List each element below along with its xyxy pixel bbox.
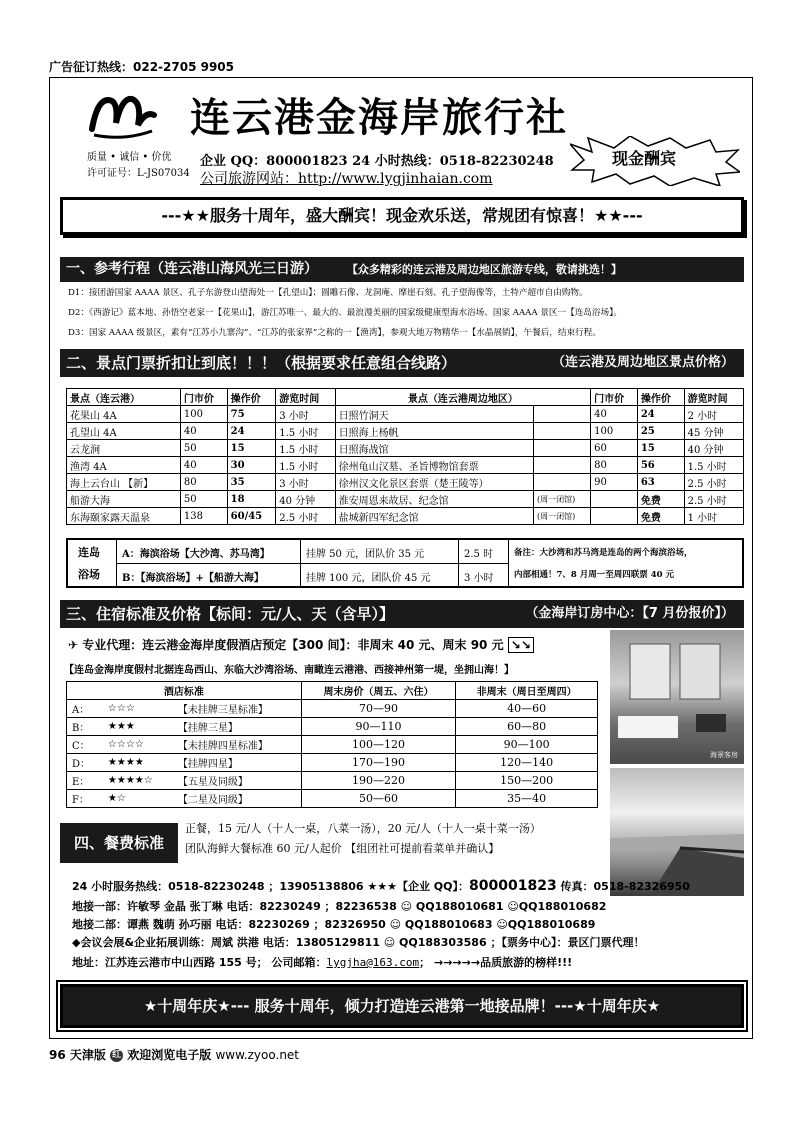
table-cell: ★★★★ [103, 754, 173, 772]
table-cell: 60/45 [227, 508, 276, 525]
beach-option-a: A：海滨浴场【大沙湾、苏马湾】 [122, 549, 270, 560]
table-cell: ☆☆☆ [103, 700, 173, 718]
website-line [200, 168, 493, 188]
beach-option-b-price: 挂牌 100 元，团队价 45 元 [306, 573, 431, 584]
table-cell: 40 分钟 [276, 491, 335, 508]
table-cell [533, 440, 590, 457]
photo-caption: 海景客房 [710, 751, 738, 759]
section-hotel-title: 三、住宿标准及价格【标间：元/人、天（含早）】 [66, 605, 394, 623]
table-cell: 40 [180, 457, 227, 474]
table-cell: 日照海上杨帆 [335, 423, 533, 440]
table-header: 门市价 [591, 389, 638, 406]
table-cell: 50—60 [301, 790, 456, 808]
company-email[interactable]: lygjha@163.com [326, 956, 420, 969]
table-cell: 24 [637, 406, 684, 423]
beach-note-2: 内部相通！7、8 月周一至周四联票 40 元 [514, 570, 675, 580]
table-cell [533, 457, 590, 474]
table-header: 景点（连云港周边地区） [335, 389, 590, 406]
table-header: 非周末（周日至周四） [456, 682, 598, 700]
table-cell: 1.5 小时 [276, 440, 335, 457]
table-cell: 50 [180, 440, 227, 457]
beach-note-1: 备注：大沙湾和苏马湾是连岛的两个海滨浴场， [514, 548, 693, 558]
ticket-price-table [66, 388, 744, 525]
table-cell: 1 小时 [684, 508, 743, 525]
table-cell: 渔湾 4A [67, 457, 181, 474]
table-cell: 190—220 [301, 772, 456, 790]
table-cell: D： [67, 754, 103, 772]
top-hotline: 广告征订热线：022-2705 9905 [49, 60, 235, 74]
lian-island-beach-box [66, 538, 744, 588]
table-cell: 75 [227, 406, 276, 423]
table-cell: 100—120 [301, 736, 456, 754]
table-cell: ★★★★☆ [103, 772, 173, 790]
beach-option-a-time: 2.5 时 [464, 549, 494, 560]
table-cell: 40 分钟 [684, 440, 743, 457]
website-link[interactable]: http://www.lygjinhaian.com [298, 171, 493, 187]
table-cell: 徐州龟山汉墓、圣旨博物馆套票 [335, 457, 533, 474]
table-cell: 【未挂牌三星标准】 [173, 700, 301, 718]
table-cell: 120—140 [456, 754, 598, 772]
table-row [67, 718, 598, 736]
table-cell: ☆☆☆☆ [103, 736, 173, 754]
table-header: 景点（连云港） [67, 389, 181, 406]
table-cell: 【五星及同级】 [173, 772, 301, 790]
meal-standard-title: 四、餐费标准 [60, 823, 178, 863]
seaside-photo [610, 768, 744, 896]
table-cell: 80 [591, 457, 638, 474]
bottom-anniversary-banner: ★十周年庆★--- 服务十周年，倾力打造连云港第一地接品牌！---★十周年庆★ [60, 984, 744, 1028]
table-cell: 徐州汉文化景区套票（楚王陵等） [335, 474, 533, 491]
table-cell: 35—40 [456, 790, 598, 808]
table-cell: 25 [637, 423, 684, 440]
beach-label-top: 连岛 [78, 546, 100, 559]
table-cell: ★☆ [103, 790, 173, 808]
table-cell: 90—110 [301, 718, 456, 736]
arrow-icon: ↘↘ [508, 637, 534, 653]
license-number: 许可证号：L-JS07034 [87, 168, 190, 179]
table-cell: 45 分钟 [684, 423, 743, 440]
table-cell: 东海颐家露天温泉 [67, 508, 181, 525]
table-cell: 淮安周恩来故居、纪念馆 [335, 491, 533, 508]
table-cell: 【挂牌四星】 [173, 754, 301, 772]
anniversary-banner: ---★★服务十周年，盛大酬宾！现金欢乐送，常规团有惊喜！★★--- [60, 197, 744, 235]
qq-hotline: 企业 QQ：800001823 24 小时热线：0518-82230248 [200, 154, 554, 169]
itinerary-day-2: D2：《西游记》蓝本地、孙悟空老家一【花果山】，游江苏唯一、最大的、最浪漫美丽的国家级健康型海水浴场、国家 AAAA 景区一【连岛浴场】。 [68, 308, 622, 318]
table-cell: 40—60 [456, 700, 598, 718]
table-header: 周末房价（周五、六住） [301, 682, 456, 700]
contact-conference: ◆会议会展&企业拓展训练：周斌 洪港 电话：13805129811 ☺ QQ188303586 ；【票务中心】：景区门票代理！ [72, 936, 645, 949]
table-cell: (周一闭馆) [533, 491, 590, 508]
table-cell [591, 508, 638, 525]
itinerary-day-1: D1：接团游国家 AAAA 景区、孔子东游登山望海处一【孔望山】；圆雕石像、龙洞庵、摩崖石刻、孔子望海像等，土特产超市自由购物。 [68, 288, 588, 298]
table-cell: 90—100 [456, 736, 598, 754]
section-itinerary-title: 一、参考行程（连云港山海风光三日游） [66, 261, 318, 277]
table-cell: 3 小时 [276, 474, 335, 491]
table-cell [591, 491, 638, 508]
table-cell: 80 [180, 474, 227, 491]
table-cell: 2 小时 [684, 406, 743, 423]
table-cell: ★★★ [103, 718, 173, 736]
table-row [67, 406, 744, 423]
table-cell [533, 406, 590, 423]
company-qq: 800001823 [469, 878, 557, 894]
table-row [67, 508, 744, 525]
table-cell: 63 [637, 474, 684, 491]
airplane-icon: ✈ [68, 638, 79, 652]
table-row [67, 423, 744, 440]
table-cell: 30 [227, 457, 276, 474]
hotel-room-photo [610, 630, 744, 764]
table-cell: 56 [637, 457, 684, 474]
reward-badge: 现金酬宾 [612, 149, 677, 168]
table-cell: 170—190 [301, 754, 456, 772]
table-cell: 2.5 小时 [276, 508, 335, 525]
contact-hotline [72, 878, 690, 894]
table-cell: 海上云台山 【新】 [67, 474, 181, 491]
table-cell: 云龙涧 [67, 440, 181, 457]
contact-dept-1: 地接一部：许敏琴 金晶 张丁琳 电话：82230249 ；82236538 ☺ QQ188010681 ☺QQ188010682 [72, 900, 607, 913]
table-header: 操作价 [637, 389, 684, 406]
website-label: 公司旅游网站： [200, 171, 298, 187]
page-footer [49, 1046, 299, 1063]
meal-standard-line-2: 团队海鲜大餐标准 60 元/人起价 【组团社可提前看菜单并确认】 [185, 842, 500, 855]
table-cell: 60 [591, 440, 638, 457]
table-cell: 35 [227, 474, 276, 491]
table-cell: 1.5 小时 [276, 457, 335, 474]
table-cell: F： [67, 790, 103, 808]
section-hotel-header [60, 600, 744, 628]
table-cell: 50 [180, 491, 227, 508]
table-cell: 2.5 小时 [684, 491, 743, 508]
table-row [67, 440, 744, 457]
itinerary-day-3: D3：国家 AAAA 级景区，素有“江苏小九寨沟”、“江苏的张家界”之称的一【渔湾】，参观大地万物精华一【水晶展销】，午餐后，结束行程。 [68, 328, 601, 338]
table-cell: 日照竹洞天 [335, 406, 533, 423]
page-number: 96 天津版 [49, 1048, 106, 1062]
table-header-row [67, 389, 744, 406]
section-tickets-right-title: （连云港及周边地区景点价格） [551, 355, 734, 370]
table-cell: 免费 [637, 508, 684, 525]
table-cell: 60—80 [456, 718, 598, 736]
table-row [67, 491, 744, 508]
table-cell: 免费 [637, 491, 684, 508]
table-cell: B： [67, 718, 103, 736]
section-itinerary-header [60, 257, 744, 282]
table-cell: 1.5 小时 [276, 423, 335, 440]
table-row [67, 736, 598, 754]
table-cell: (周一闭馆) [533, 508, 590, 525]
table-cell: 【未挂牌四星标准】 [173, 736, 301, 754]
table-cell: 3 小时 [276, 406, 335, 423]
table-row [67, 474, 744, 491]
table-cell [533, 474, 590, 491]
table-cell: 15 [637, 440, 684, 457]
table-cell: 40 [180, 423, 227, 440]
table-cell: 2.5 小时 [684, 474, 743, 491]
table-header: 操作价 [227, 389, 276, 406]
table-row [67, 754, 598, 772]
footer-badge: 红 [112, 1050, 122, 1060]
beach-option-b-time: 3 小时 [464, 573, 494, 584]
table-cell: 1.5 小时 [684, 457, 743, 474]
table-row [67, 772, 598, 790]
table-cell: 90 [591, 474, 638, 491]
beach-option-b: B：【海滨浴场】+【船游大海】 [122, 573, 264, 584]
company-logo [88, 91, 158, 141]
table-header: 游览时间 [276, 389, 335, 406]
address-slogan: ； →→→→→品质旅游的榜样!!! [419, 956, 573, 969]
table-cell: 花果山 4A [67, 406, 181, 423]
ad-frame [49, 77, 753, 1039]
contact-dept-2: 地接二部：谭燕 魏萌 孙巧丽 电话：82230269 ；82326950 ☺ QQ188010683 ☺QQ188010689 [72, 918, 596, 931]
contact-hotline-text: 24 小时服务热线：0518-82230248 ；13905138806 ★★★【企业 QQ】： [72, 880, 470, 893]
table-cell: 138 [180, 508, 227, 525]
hotel-agent-line [68, 636, 534, 653]
table-cell: 100 [591, 423, 638, 440]
table-header: 门市价 [180, 389, 227, 406]
address-text: 地址：江苏连云港市中山西路 155 号； 公司邮箱： [72, 956, 327, 969]
table-cell: E： [67, 772, 103, 790]
table-cell: 【挂牌三星】 [173, 718, 301, 736]
table-cell: 盐城新四军纪念馆 [335, 508, 533, 525]
table-row [67, 457, 744, 474]
table-cell: 150—200 [456, 772, 598, 790]
table-cell: 24 [227, 423, 276, 440]
contact-fax: 传真：0518-82326950 [556, 880, 690, 893]
beach-label-bottom: 浴场 [78, 568, 100, 581]
section-itinerary-subtitle: 【众多精彩的连云港及周边地区旅游专线，敬请挑选！】 [346, 263, 622, 276]
hotel-location-line: 【连岛金海岸度假村北据连岛西山、东临大沙湾浴场、南瞰连云港港、西接神州第一堤，坐拥山海！】 [64, 665, 514, 676]
table-header-row [67, 682, 598, 700]
table-cell: 15 [227, 440, 276, 457]
table-cell: C： [67, 736, 103, 754]
company-name: 连云港金海岸旅行社 [190, 94, 568, 141]
slogan: 质量 • 诚信 • 价优 [87, 152, 172, 163]
table-cell: 船游大海 [67, 491, 181, 508]
hotel-agent-text: 专业代理：连云港金海岸度假酒店预定【300 间】：非周末 40 元、周末 90 元 [82, 638, 504, 652]
table-row [67, 700, 598, 718]
beach-option-a-price: 挂牌 50 元，团队价 35 元 [306, 549, 425, 560]
hotel-price-table [66, 681, 598, 808]
contact-address [72, 954, 572, 970]
table-header: 游览时间 [684, 389, 743, 406]
section-tickets-title: 二、景点门票折扣让到底！！！（根据要求任意组合线路） [66, 354, 457, 372]
table-cell: 100 [180, 406, 227, 423]
section-hotel-right-title: （金海岸订房中心：【7 月份报价】） [525, 606, 734, 621]
section-tickets-header [60, 349, 744, 377]
table-cell: 孔望山 4A [67, 423, 181, 440]
table-cell: 40 [591, 406, 638, 423]
table-cell: 18 [227, 491, 276, 508]
table-cell: A： [67, 700, 103, 718]
table-cell [533, 423, 590, 440]
footer-welcome: 欢迎浏览电子版 [127, 1048, 212, 1062]
footer-url[interactable]: www.zyoo.net [215, 1048, 300, 1062]
table-cell: 70—90 [301, 700, 456, 718]
table-row [67, 790, 598, 808]
table-cell: 日照海战馆 [335, 440, 533, 457]
table-header: 酒店标准 [67, 682, 302, 700]
meal-standard-line-1: 正餐，15 元/人（十人一桌，八菜一汤），20 元/人（十人一桌十菜一汤） [185, 822, 541, 835]
table-cell: 【二星及同级】 [173, 790, 301, 808]
